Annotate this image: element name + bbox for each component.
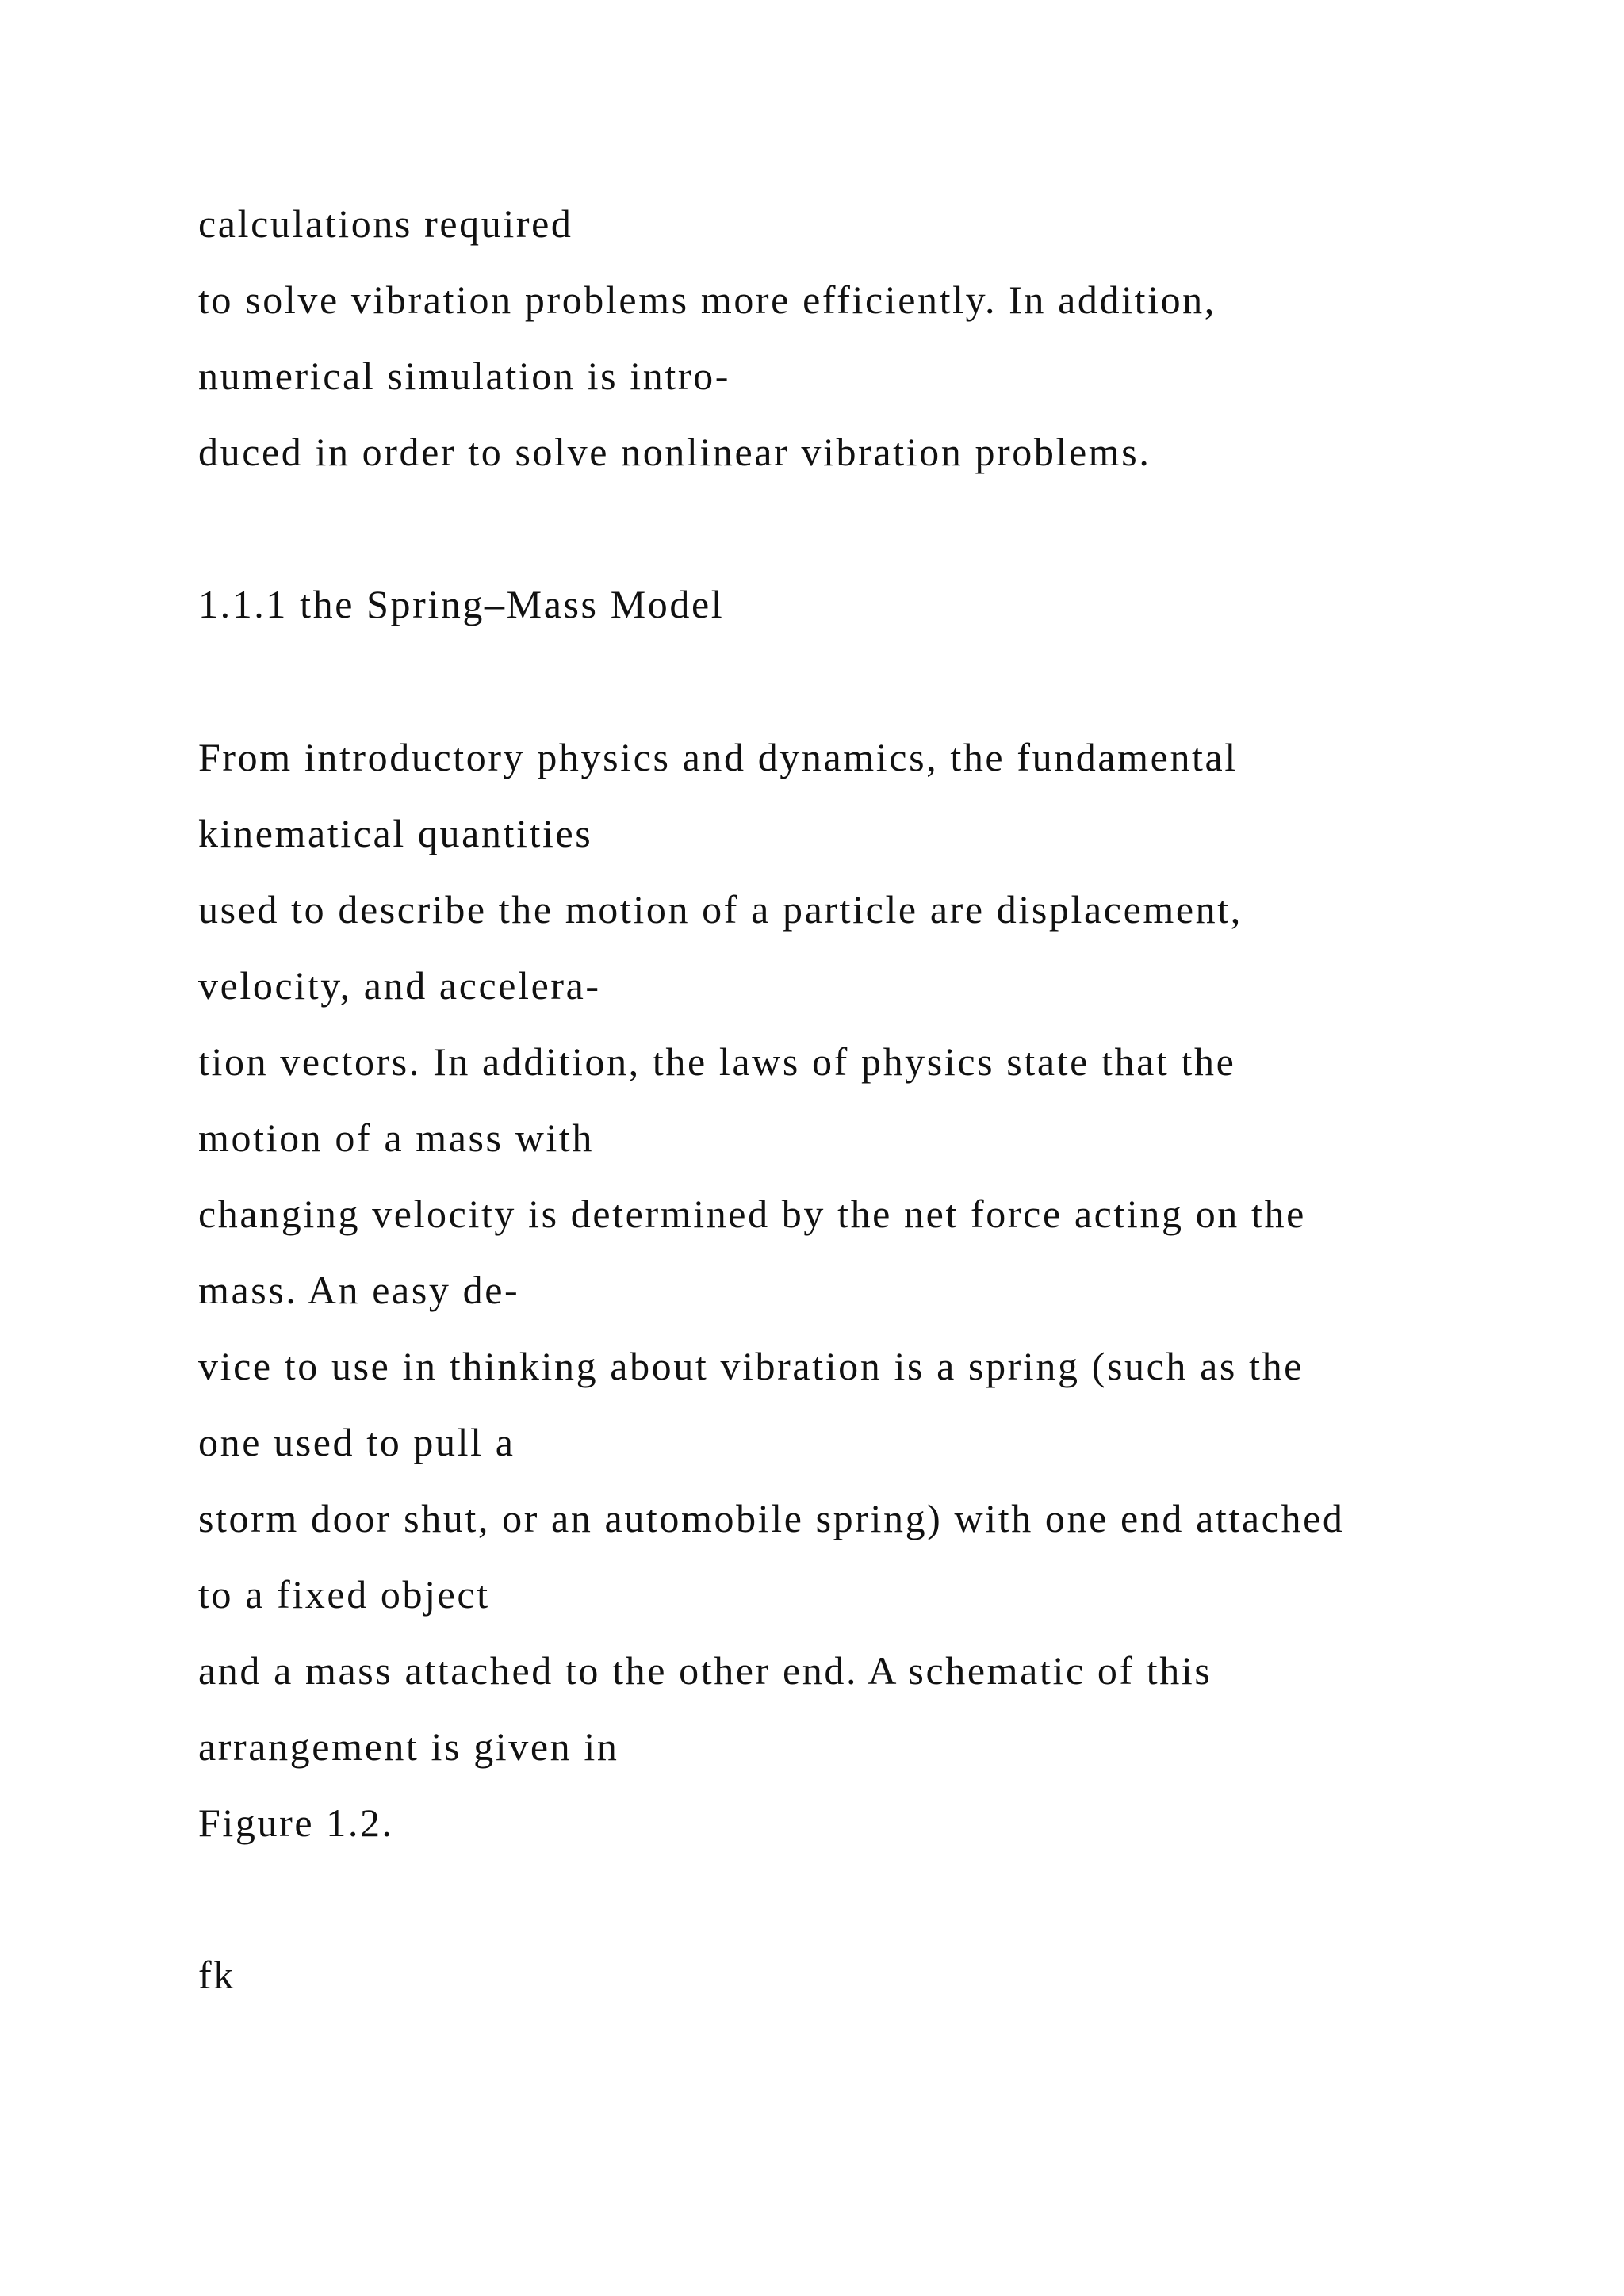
body-line-4: velocity, and accelera- bbox=[198, 963, 601, 1008]
body-line-10: one used to pull a bbox=[198, 1420, 515, 1464]
body-line-9: vice to use in thinking about vibration is a spring (such as the bbox=[198, 1344, 1304, 1388]
body-line-8: mass. An easy de- bbox=[198, 1268, 520, 1312]
body-line-7: changing velocity is determined by the net force acting on the bbox=[198, 1192, 1306, 1236]
section-heading: 1.1.1 the Spring–Mass Model bbox=[198, 582, 725, 626]
body-line-1: From introductory physics and dynamics, the fundamental bbox=[198, 735, 1238, 779]
body-line-14: arrangement is given in bbox=[198, 1724, 619, 1769]
intro-line-3: numerical simulation is intro- bbox=[198, 354, 730, 398]
intro-line-2: to solve vibration problems more efficiently. In addition, bbox=[198, 277, 1216, 322]
body-line-12: to a fixed object bbox=[198, 1572, 490, 1617]
body-line-13: and a mass attached to the other end. A schematic of this bbox=[198, 1648, 1212, 1693]
body-line-5: tion vectors. In addition, the laws of physics state that the bbox=[198, 1039, 1236, 1084]
body-line-3: used to describe the motion of a particle are displacement, bbox=[198, 887, 1243, 932]
body-line-15: Figure 1.2. bbox=[198, 1800, 394, 1845]
intro-line-1: calculations required bbox=[198, 201, 573, 246]
body-line-11: storm door shut, or an automobile spring) with one end attached bbox=[198, 1496, 1345, 1540]
body-line-2: kinematical quantities bbox=[198, 811, 593, 855]
body-line-6: motion of a mass with bbox=[198, 1115, 595, 1160]
trailing-text: fk bbox=[198, 1953, 236, 1997]
intro-line-4: duced in order to solve nonlinear vibration problems. bbox=[198, 430, 1151, 474]
